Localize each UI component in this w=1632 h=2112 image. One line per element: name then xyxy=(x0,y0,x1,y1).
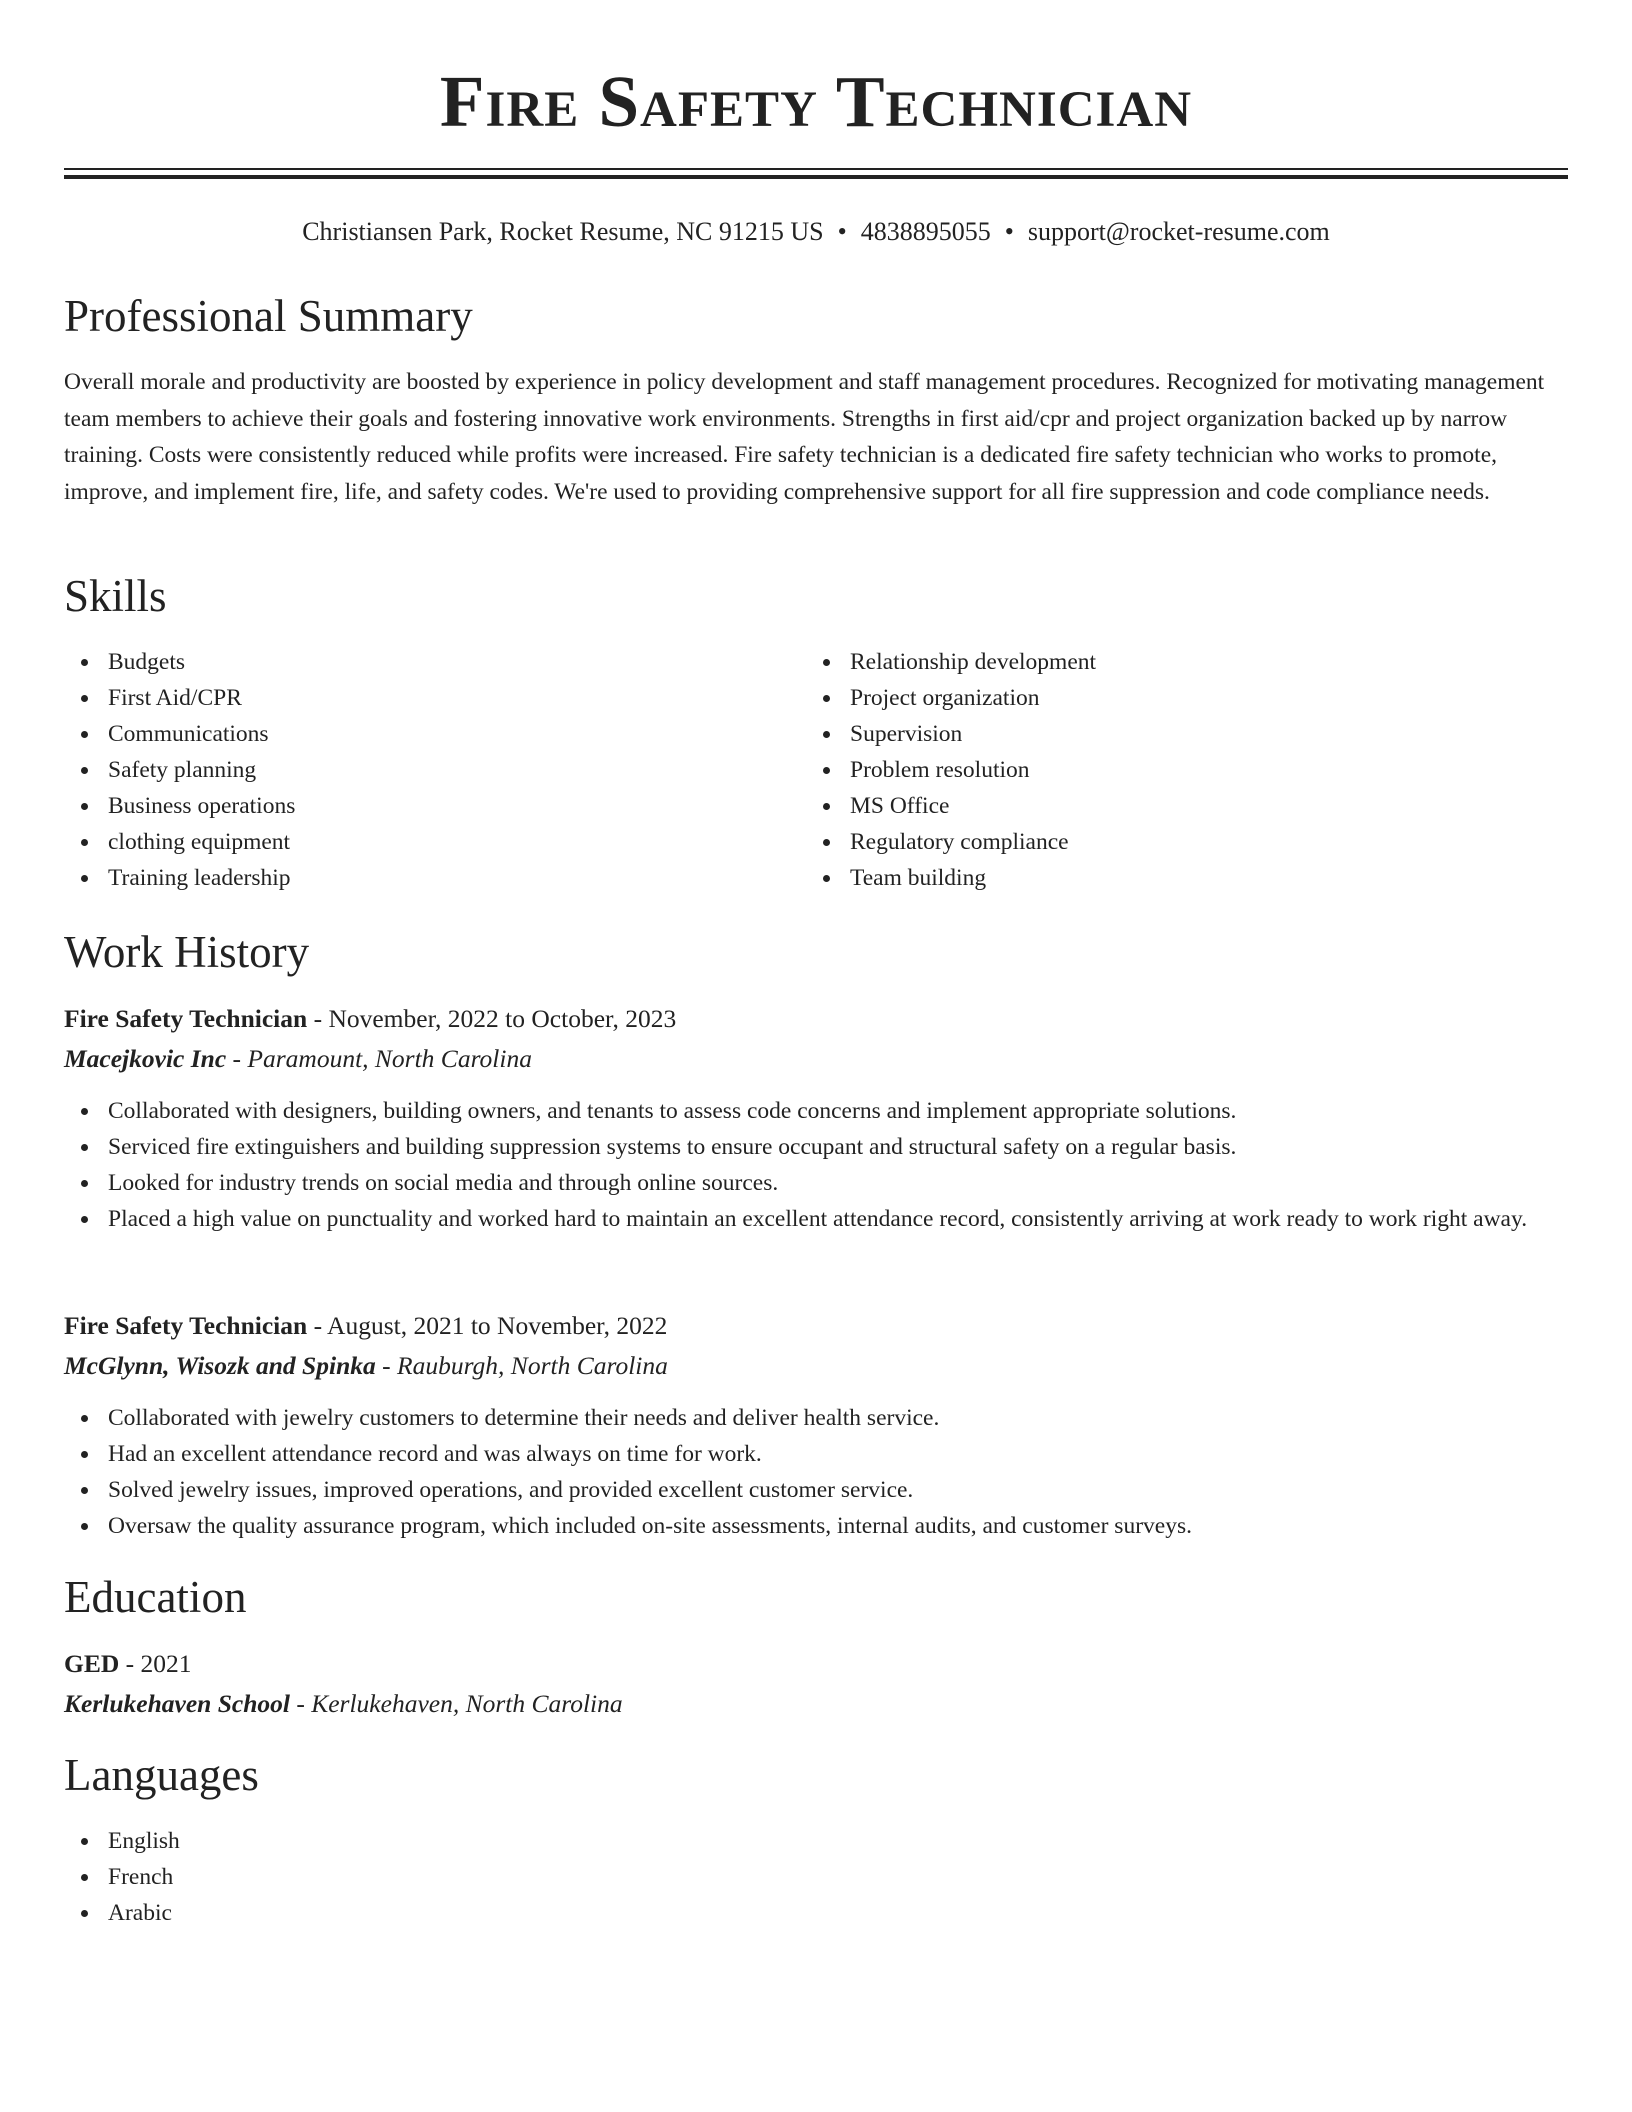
job-company: McGlynn, Wisozk and Spinka xyxy=(64,1351,376,1380)
education-location: - Kerlukehaven, North Carolina xyxy=(289,1689,623,1718)
contact-email: support@rocket-resume.com xyxy=(1027,217,1330,246)
skill-item: Safety planning xyxy=(64,752,804,788)
languages-heading: Languages xyxy=(64,1750,259,1800)
bullet-separator: • xyxy=(837,217,847,246)
job-title-line xyxy=(64,1001,676,1037)
skills-list-left xyxy=(64,644,804,896)
education-degree-line xyxy=(64,1646,192,1682)
job-position: Fire Safety Technician xyxy=(64,1004,308,1033)
job-duties-list xyxy=(64,1400,1568,1544)
job-position: Fire Safety Technician xyxy=(64,1311,308,1340)
skill-item: Budgets xyxy=(64,644,804,680)
job-duty: Serviced fire extinguishers and building suppression systems to ensure occupant and structural safety on a regular basis. xyxy=(64,1129,1568,1165)
title-rule-thin xyxy=(64,168,1568,170)
job-title-line xyxy=(64,1308,667,1344)
job-location: - Rauburgh, North Carolina xyxy=(375,1351,668,1380)
languages-list xyxy=(64,1823,664,1931)
job-duty: Had an excellent attendance record and was always on time for work. xyxy=(64,1436,1568,1472)
job-duty: Looked for industry trends on social media and through online sources. xyxy=(64,1165,1568,1201)
job-location: - Paramount, North Carolina xyxy=(226,1044,532,1073)
skill-item: MS Office xyxy=(806,788,1546,824)
job-company-line xyxy=(64,1041,532,1077)
resume-title: Fire Safety Technician xyxy=(439,61,1193,142)
job-duty: Collaborated with designers, building owners, and tenants to assess code concerns and implement appropriate solutions. xyxy=(64,1093,1568,1129)
skill-item: Communications xyxy=(64,716,804,752)
education-school: Kerlukehaven School xyxy=(64,1689,290,1718)
skill-item: Business operations xyxy=(64,788,804,824)
skill-item: First Aid/CPR xyxy=(64,680,804,716)
job-company-line xyxy=(64,1348,668,1384)
job-dates: - August, 2021 to November, 2022 xyxy=(307,1311,668,1340)
summary-heading: Professional Summary xyxy=(64,291,473,341)
skill-item: Project organization xyxy=(806,680,1546,716)
skill-item: Supervision xyxy=(806,716,1546,752)
education-degree: GED xyxy=(64,1649,120,1678)
skill-item: Problem resolution xyxy=(806,752,1546,788)
contact-phone: 4838895055 xyxy=(860,217,991,246)
title-rule-thick xyxy=(64,175,1568,179)
language-item: French xyxy=(64,1859,664,1895)
bullet-separator: • xyxy=(1004,217,1014,246)
skills-heading: Skills xyxy=(64,571,167,621)
skill-item: Relationship development xyxy=(806,644,1546,680)
language-item: English xyxy=(64,1823,664,1859)
job-company: Macejkovic Inc xyxy=(64,1044,227,1073)
skill-item: Team building xyxy=(806,860,1546,896)
education-year: - 2021 xyxy=(119,1649,192,1678)
education-heading: Education xyxy=(64,1572,247,1622)
skills-list-right xyxy=(806,644,1546,896)
job-duty: Placed a high value on punctuality and worked hard to maintain an excellent attendance record, consistently arriving at work ready to work right away. xyxy=(64,1201,1568,1237)
job-duty: Oversaw the quality assurance program, which included on-site assessments, internal audits, and customer surveys. xyxy=(64,1508,1568,1544)
job-duty: Collaborated with jewelry customers to determine their needs and deliver health service. xyxy=(64,1400,1568,1436)
education-school-line xyxy=(64,1686,623,1722)
job-duties-list xyxy=(64,1093,1568,1237)
contact-address: Christiansen Park, Rocket Resume, NC 91215 US xyxy=(302,217,824,246)
language-item: Arabic xyxy=(64,1895,664,1931)
job-duty: Solved jewelry issues, improved operations, and provided excellent customer service. xyxy=(64,1472,1568,1508)
work-history-heading: Work History xyxy=(64,927,310,977)
contact-line xyxy=(64,214,1568,250)
summary-text: Overall morale and productivity are boosted by experience in policy development and staff management procedures. Recognized for motivating management team members to achieve their goals and fostering innovative work environments. Strengths in first aid/cpr and project organization backed up by narrow training. Costs were consistently reduced while profits were increased. Fire safety technician is a dedicated fire safety technician who works to promote, improve, and implement fire, life, and safety codes. We're used to providing comprehensive support for all fire suppression and code compliance needs. xyxy=(64,369,1545,505)
skill-item: Regulatory compliance xyxy=(806,824,1546,860)
skill-item: Training leadership xyxy=(64,860,804,896)
job-dates: - November, 2022 to October, 2023 xyxy=(307,1004,677,1033)
skill-item: clothing equipment xyxy=(64,824,804,860)
